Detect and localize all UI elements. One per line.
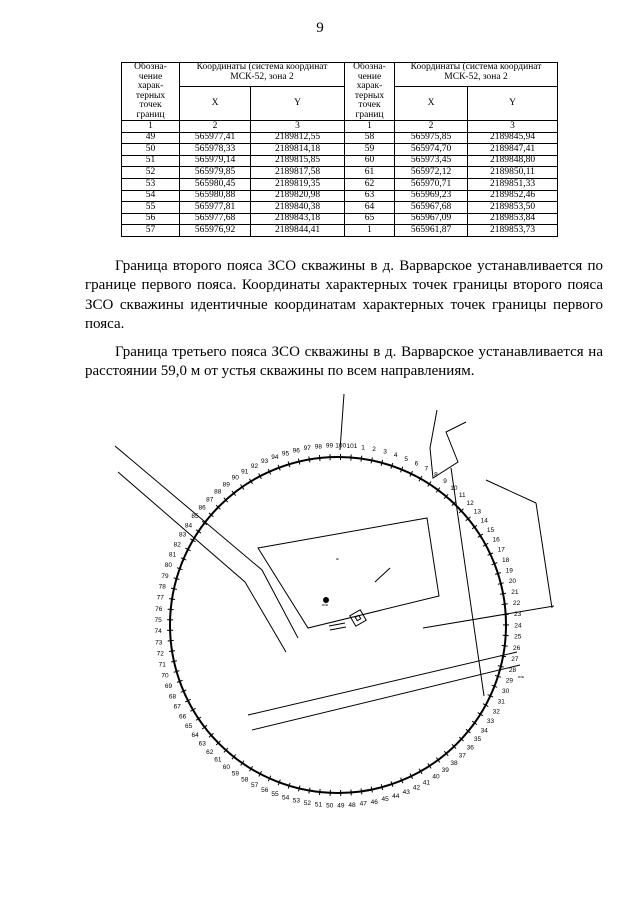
table-body — [122, 121, 558, 237]
plan-line — [423, 606, 554, 628]
table-cell: 2189848,80 — [468, 155, 558, 167]
table-cell: 61 — [345, 167, 395, 179]
boundary-point-tick — [168, 640, 174, 641]
table-row — [122, 225, 558, 237]
boundary-point-label: 81 — [168, 551, 177, 559]
table-cell: 565975,85 — [395, 132, 468, 144]
boundary-point-label: 73 — [155, 639, 163, 647]
plan-line — [375, 568, 390, 582]
table-cell: 2189852,46 — [468, 190, 558, 202]
table-cell: 1 — [345, 225, 395, 237]
table-cell: 565977,68 — [180, 213, 251, 225]
boundary-point-label: 35 — [473, 736, 482, 744]
boundary-point-label: 8 — [434, 471, 438, 479]
boundary-point-label: 43 — [402, 789, 410, 796]
table-cell: 52 — [122, 167, 180, 179]
boundary-point-label: 93 — [260, 458, 269, 466]
boundary-point-label: 58 — [241, 776, 249, 784]
boundary-point-label: 74 — [154, 628, 162, 636]
coordinates-header-left: Координаты (система координат МСК-52, зона 2 — [180, 63, 345, 87]
boundary-point-label: 51 — [314, 801, 323, 809]
boundary-point-label: 57 — [250, 782, 259, 789]
table-row — [122, 213, 558, 225]
boundary-point-label: 68 — [168, 693, 177, 701]
point-designation-header-right: Обозна- чение харак- терных точек границ — [345, 63, 395, 121]
boundary-point-tick — [169, 599, 175, 600]
table-cell: 62 — [345, 178, 395, 190]
boundary-point-label: 61 — [214, 756, 222, 764]
table-cell: 565973,45 — [395, 155, 468, 167]
boundary-point-label: 32 — [492, 708, 500, 716]
boundary-point-label: 75 — [154, 617, 162, 624]
plan-line — [118, 472, 286, 652]
table-cell: 565961,87 — [395, 225, 468, 237]
boundary-point-label: 78 — [158, 583, 166, 591]
table-cell: 2189843,18 — [251, 213, 345, 225]
boundary-point-label: 40 — [432, 773, 440, 781]
boundary-point-label: 65 — [184, 722, 193, 730]
boundary-point-label: 27 — [511, 655, 519, 663]
point-designation-header-left: Обозна- чение харак- терных точек границ — [122, 63, 180, 121]
boundary-point-tick — [320, 789, 321, 795]
table-cell: 2189819,35 — [251, 178, 345, 190]
table-cell: 2189820,98 — [251, 190, 345, 202]
table-cell: 65 — [345, 213, 395, 225]
boundary-point-label: 72 — [156, 650, 164, 658]
y-header-left: Y — [251, 87, 345, 121]
boundary-point-label: 33 — [486, 718, 495, 725]
boundary-point-label: 23 — [513, 611, 522, 619]
table-cell: 2189853,73 — [468, 225, 558, 237]
table-row — [122, 202, 558, 214]
column-number: 2 — [180, 121, 251, 133]
column-number: 2 — [395, 121, 468, 133]
plan-line — [430, 410, 466, 478]
boundary-point-tick — [168, 609, 174, 610]
boundary-point-label: 54 — [281, 794, 290, 802]
boundary-point-label: 30 — [501, 688, 510, 696]
boundary-point-label: 67 — [173, 703, 181, 711]
table-cell: 54 — [122, 190, 180, 202]
well-square — [350, 610, 366, 626]
small-label: ж — [336, 556, 339, 561]
paragraph-second-belt: Граница второго пояса ЗСО скважины в д. Варварское устанавливается по границе первого пояса. Координаты характерных точек границы второго пояса ЗСО скважины идентичные координатам характерных точек границы первого пояса. — [85, 258, 603, 333]
well-mark — [329, 623, 346, 630]
boundary-point-label: 3 — [383, 448, 387, 456]
boundary-point-label: 86 — [198, 504, 206, 512]
boundary-point-label: 1 — [361, 444, 365, 452]
boundary-point-label: 16 — [492, 536, 500, 544]
table-cell: 565978,33 — [180, 144, 251, 156]
x-header-right: X — [395, 87, 468, 121]
column-number: 1 — [345, 121, 395, 133]
boundary-point-label: 18 — [501, 556, 510, 564]
boundary-point-label: 90 — [231, 474, 239, 482]
column-number-row — [122, 121, 558, 133]
table-cell: 565977,41 — [180, 132, 251, 144]
boundary-point-label: 50 — [326, 802, 334, 810]
table-row — [122, 178, 558, 190]
table-row — [122, 155, 558, 167]
boundary-point-label: 9 — [443, 477, 447, 485]
boundary-point-tick — [361, 456, 362, 462]
table-cell: 56 — [122, 213, 180, 225]
boundary-point-tick — [500, 593, 506, 594]
boundary-point-label: 4 — [393, 452, 398, 459]
boundary-point-label: 12 — [466, 500, 474, 508]
boundary-point-label: 88 — [214, 488, 222, 496]
boundary-point-label: 52 — [303, 799, 312, 807]
table-cell: 565980,88 — [180, 190, 251, 202]
table-cell: 565980,45 — [180, 178, 251, 190]
boundary-point-tick — [171, 588, 177, 589]
boundary-point-tick — [171, 661, 177, 662]
table-cell: 50 — [122, 144, 180, 156]
boundary-point-label: 96 — [292, 447, 300, 455]
table-cell: 59 — [345, 144, 395, 156]
table-cell: 2189853,84 — [468, 213, 558, 225]
y-header-right: Y — [468, 87, 558, 121]
boundary-point-tick — [361, 788, 362, 794]
column-number: 1 — [122, 121, 180, 133]
column-number: 3 — [251, 121, 345, 133]
table-cell: 565976,92 — [180, 225, 251, 237]
boundary-point-label: 46 — [370, 798, 378, 806]
boundary-point-label: 24 — [514, 622, 522, 630]
boundary-point-label: 71 — [158, 661, 166, 669]
boundary-point-label: 13 — [473, 508, 482, 516]
table-row — [122, 144, 558, 156]
table-cell: 2189812,55 — [251, 132, 345, 144]
table-cell: 565972,12 — [395, 167, 468, 179]
boundary-point-label: 5 — [404, 455, 409, 463]
small-label: н/ж — [322, 602, 328, 607]
table-cell: 63 — [345, 190, 395, 202]
boundary-point-label: 101 — [346, 443, 358, 450]
boundary-point-label: 44 — [392, 793, 400, 800]
table-cell: 2189850,11 — [468, 167, 558, 179]
plan-line — [536, 503, 552, 608]
table-cell: 49 — [122, 132, 180, 144]
boundary-point-label: 17 — [497, 546, 505, 554]
boundary-point-label: 34 — [480, 727, 488, 735]
boundary-point-tick — [371, 458, 372, 464]
table-cell: 57 — [122, 225, 180, 237]
boundary-point-tick — [502, 604, 508, 605]
small-label: н/ж — [518, 674, 524, 679]
boundary-point-label: 62 — [206, 748, 214, 756]
table-cell: 2189815,85 — [251, 155, 345, 167]
table-cell: 60 — [345, 155, 395, 167]
boundary-point-label: 66 — [178, 713, 187, 721]
boundary-point-label: 41 — [422, 779, 431, 787]
zone-diagram — [0, 390, 640, 810]
boundary-point-label: 26 — [512, 644, 521, 652]
boundary-point-label: 99 — [325, 442, 334, 450]
boundary-point-label: 63 — [198, 740, 206, 748]
table-cell: 2189814,18 — [251, 144, 345, 156]
boundary-point-tick — [169, 651, 175, 652]
boundary-point-label: 10 — [450, 484, 458, 492]
boundary-point-label: 59 — [231, 770, 240, 778]
table-cell: 2189817,58 — [251, 167, 345, 179]
table-cell: 565969,23 — [395, 190, 468, 202]
table-cell: 2189851,33 — [468, 178, 558, 190]
boundary-point-tick — [500, 656, 506, 657]
boundary-point-label: 89 — [222, 481, 230, 489]
boundary-point-label: 77 — [156, 594, 164, 602]
boundary-point-label: 19 — [505, 567, 513, 575]
boundary-point-label: 79 — [161, 572, 169, 580]
coordinates-table — [121, 62, 558, 237]
table-cell: 565974,70 — [395, 144, 468, 156]
table-cell: 2189840,38 — [251, 202, 345, 214]
boundary-point-label: 80 — [164, 562, 173, 570]
boundary-point-label: 39 — [441, 767, 449, 775]
x-header-left: X — [180, 87, 251, 121]
boundary-point-label: 49 — [337, 802, 345, 810]
boundary-point-tick — [299, 786, 300, 792]
boundary-point-label: 84 — [184, 522, 193, 530]
boundary-point-tick — [371, 787, 372, 793]
boundary-point-label: 69 — [164, 683, 173, 690]
boundary-point-label: 70 — [161, 672, 169, 680]
paragraph-third-belt: Граница третьего пояса ЗСО скважины в д. Варварское устанавливается на расстоянии 59,0 м от устья скважины по всем направлениям. — [85, 344, 603, 380]
boundary-point-tick — [502, 645, 508, 646]
boundary-point-label: 42 — [412, 784, 421, 792]
point-labels — [154, 443, 522, 810]
boundary-point-label: 38 — [450, 760, 458, 768]
boundary-circle — [170, 457, 506, 793]
boundary-point-label: 53 — [292, 797, 301, 805]
table-cell: 2189847,41 — [468, 144, 558, 156]
table-cell: 565979,85 — [180, 167, 251, 179]
boundary-point-label: 97 — [303, 445, 311, 453]
plan-line — [252, 665, 520, 730]
boundary-point-label: 98 — [314, 443, 323, 451]
plan-line — [248, 652, 517, 715]
boundary-point-label: 64 — [191, 731, 199, 739]
boundary-point-label: 6 — [414, 460, 419, 468]
column-number: 3 — [468, 121, 558, 133]
boundary-point-label: 85 — [191, 513, 199, 521]
boundary-point-label: 28 — [508, 666, 517, 674]
table-cell: 2189844,41 — [251, 225, 345, 237]
boundary-point-label: 76 — [155, 605, 163, 613]
boundary-point-label: 100 — [335, 442, 347, 450]
boundary-point-label: 94 — [271, 453, 279, 461]
table-cell: 565967,09 — [395, 213, 468, 225]
boundary-point-label: 11 — [458, 492, 466, 500]
boundary-point-label: 29 — [505, 677, 514, 685]
boundary-point-label: 15 — [486, 526, 495, 534]
boundary-point-tick — [309, 457, 310, 463]
building-outline — [258, 518, 439, 628]
boundary-point-label: 45 — [381, 796, 389, 804]
table-row — [122, 167, 558, 179]
boundary-point-label: 37 — [458, 752, 466, 760]
table-cell: 51 — [122, 155, 180, 167]
table-cell: 2189845,94 — [468, 132, 558, 144]
boundary-point-label: 95 — [281, 450, 290, 458]
boundary-point-label: 31 — [497, 698, 505, 706]
table-cell: 565967,68 — [395, 202, 468, 214]
boundary-point-tick — [319, 455, 320, 461]
boundary-point-label: 82 — [173, 541, 181, 549]
table-cell: 565970,71 — [395, 178, 468, 190]
table-row — [122, 132, 558, 144]
boundary-point-label: 91 — [241, 468, 249, 476]
boundary-point-label: 83 — [178, 531, 187, 539]
plan-line — [115, 446, 298, 638]
table-cell: 2189853,50 — [468, 202, 558, 214]
boundary-point-label: 60 — [222, 763, 231, 771]
boundary-point-label: 55 — [271, 791, 279, 799]
table-row — [122, 190, 558, 202]
boundary-point-label: 56 — [261, 786, 269, 794]
boundary-point-label: 20 — [508, 578, 517, 586]
boundary-point-label: 14 — [480, 517, 488, 525]
table-cell: 565979,14 — [180, 155, 251, 167]
table-cell: 565977,81 — [180, 202, 251, 214]
plan-line — [486, 480, 536, 503]
boundary-point-label: 22 — [512, 600, 521, 608]
boundary-point-label: 36 — [466, 744, 474, 752]
boundary-point-label: 25 — [514, 633, 522, 641]
boundary-point-label: 92 — [250, 463, 259, 470]
boundary-point-label: 48 — [348, 802, 356, 809]
boundary-point-tick — [298, 459, 299, 465]
boundary-point-label: 87 — [206, 496, 214, 504]
boundary-point-label: 21 — [511, 589, 519, 596]
table-cell: 55 — [122, 202, 180, 214]
boundary-point-label: 7 — [424, 465, 429, 473]
boundary-point-tick — [309, 788, 310, 794]
boundary-point-label: 47 — [359, 800, 367, 808]
coordinates-header-right: Координаты (система координат МСК-52, зона 2 — [395, 63, 558, 87]
page-number: 9 — [316, 20, 324, 36]
boundary-point-label: 2 — [372, 446, 376, 454]
table-cell: 64 — [345, 202, 395, 214]
table-cell: 53 — [122, 178, 180, 190]
table-cell: 58 — [345, 132, 395, 144]
